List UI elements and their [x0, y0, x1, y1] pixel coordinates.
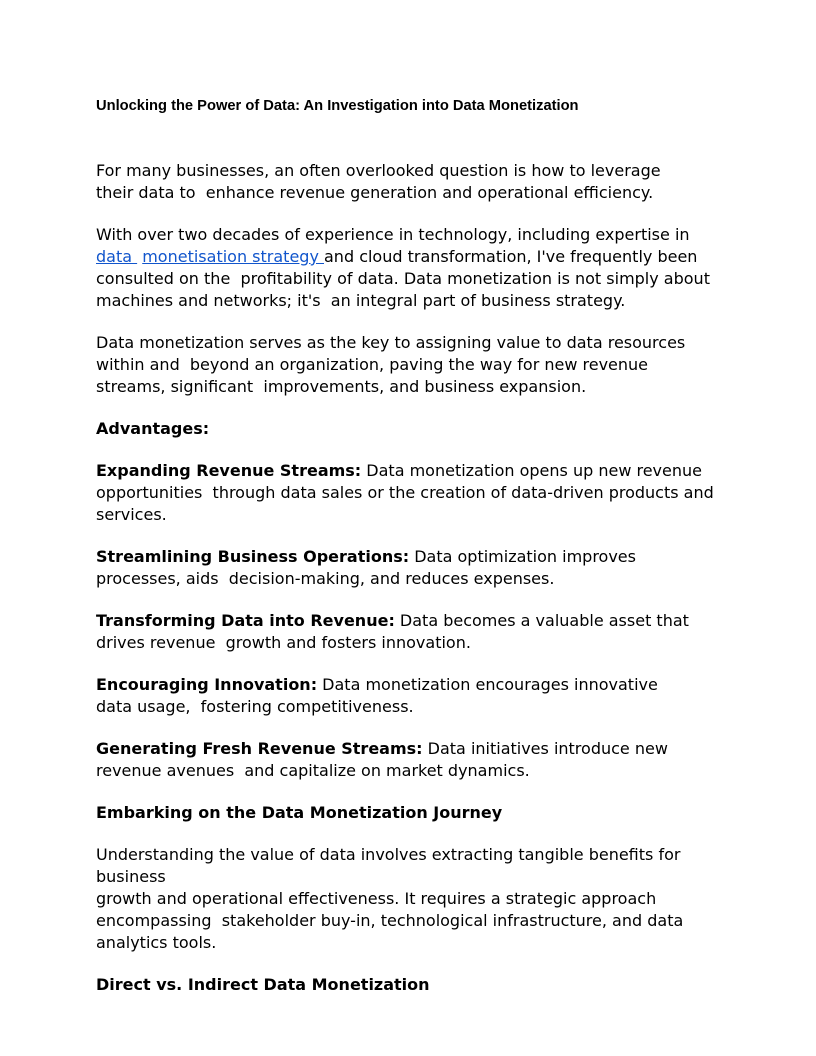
advantage-item — [96, 610, 720, 654]
text-line — [96, 246, 720, 268]
monetisation-strategy-link[interactable]: monetisation strategy — [142, 247, 324, 266]
text-segment: Data becomes a valuable asset that — [394, 611, 689, 630]
text-line: opportunities through data sales or the creation of data-driven products and — [96, 483, 714, 502]
text-line: data usage, fostering competitiveness. — [96, 697, 414, 716]
text-line — [96, 610, 720, 632]
journey-heading: Embarking on the Data Monetization Journey — [96, 803, 503, 822]
experience-paragraph — [96, 224, 720, 312]
text-segment: Data initiatives introduce new — [422, 739, 668, 758]
advantage-label: Expanding Revenue Streams: — [96, 461, 362, 480]
text-line: within and beyond an organization, paving the way for new revenue — [96, 355, 649, 374]
advantage-item — [96, 738, 720, 782]
text-segment: Data optimization improves — [409, 547, 636, 566]
text-line: processes, aids decision-making, and reduces expenses. — [96, 569, 555, 588]
direct-vs-indirect-heading: Direct vs. Indirect Data Monetization — [96, 975, 430, 994]
advantages-heading: Advantages: — [96, 419, 210, 438]
text-line — [96, 546, 720, 568]
advantage-item — [96, 546, 720, 590]
data-link[interactable]: data — [96, 247, 138, 266]
advantage-label: Streamlining Business Operations: — [96, 547, 410, 566]
advantage-label: Encouraging Innovation: — [96, 675, 318, 694]
text-line: For many businesses, an often overlooked question is how to leverage — [96, 161, 661, 180]
text-line — [96, 674, 720, 696]
text-line: Understanding the value of data involves extracting tangible benefits for — [96, 845, 681, 864]
text-line: consulted on the profitability of data. Data monetization is not simply about — [96, 269, 710, 288]
advantage-label: Generating Fresh Revenue Streams: — [96, 739, 423, 758]
text-line: services. — [96, 505, 167, 524]
text-segment: and cloud transformation, I've frequently been — [324, 247, 698, 266]
text-line: machines and networks; it's an integral part of business strategy. — [96, 291, 626, 310]
advantage-item — [96, 460, 720, 526]
text-line — [96, 738, 720, 760]
advantage-item — [96, 674, 720, 718]
text-line: Data monetization serves as the key to assigning value to data resources — [96, 333, 686, 352]
intro-paragraph — [96, 160, 720, 204]
text-line: drives revenue growth and fosters innovation. — [96, 633, 471, 652]
text-line: With over two decades of experience in technology, including expertise in — [96, 225, 690, 244]
text-line: business — [96, 867, 166, 886]
text-line: revenue avenues and capitalize on market dynamics. — [96, 761, 530, 780]
text-line — [96, 460, 720, 482]
text-segment: Data monetization opens up new revenue — [361, 461, 702, 480]
text-line: streams, significant improvements, and business expansion. — [96, 377, 587, 396]
document-page — [96, 96, 720, 996]
document-title: Unlocking the Power of Data: An Investigation into Data Monetization — [96, 98, 579, 114]
text-line: analytics tools. — [96, 933, 217, 952]
key-paragraph — [96, 332, 720, 398]
text-line: their data to enhance revenue generation and operational efficiency. — [96, 183, 654, 202]
text-line: growth and operational effectiveness. It requires a strategic approach — [96, 889, 657, 908]
text-line: encompassing stakeholder buy-in, technological infrastructure, and data — [96, 911, 684, 930]
advantage-label: Transforming Data into Revenue: — [96, 611, 395, 630]
text-segment: Data monetization encourages innovative — [317, 675, 658, 694]
journey-paragraph — [96, 844, 720, 954]
